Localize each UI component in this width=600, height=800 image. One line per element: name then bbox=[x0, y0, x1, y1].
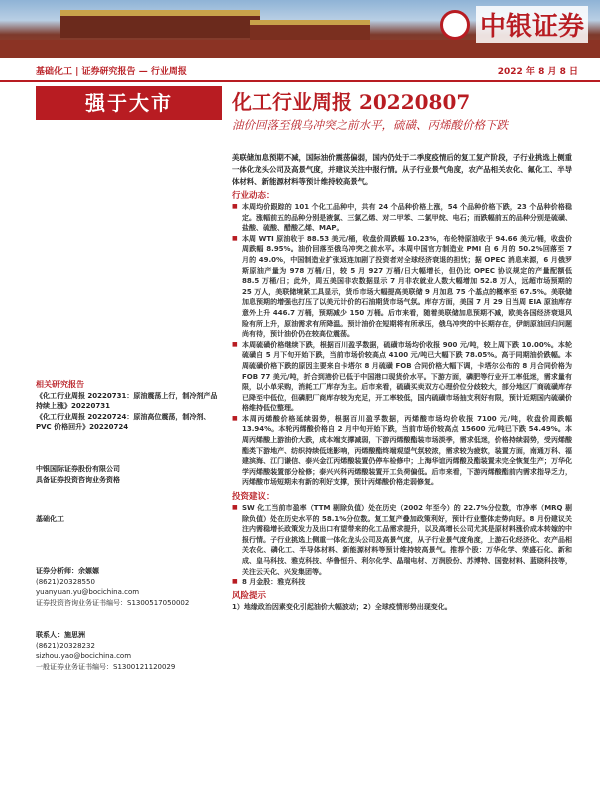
list-item: ■ SW 化工当前市盈率（TTM 剔除负值）处在历史（2002 年至今）的 22.7%分位数，市净率（MRQ 剔除负值）处在历史水平的 58.1%分位数。复工复产叠加政策利好，预计行业整体走势向好。8 月份建议关注内需稳增长政策发力及出口有望带来的化工品需求提升，以及高增长公司尤其是原材料涨价成本转嫁的中报行情。子行业挑选上侧重一体化龙头公司及高景气度，从子行业景气度角度，上游石化经济化、农产品相关农化、磷化工、半导体材料、新能源材料等预计维持较高景气。推荐个股：万华化学、荣盛石化、新和成、皇马科技、雅克科技、华鲁恒升、利尔化学、晶瑞电材、万润股份、苏博特、国瓷材料、蓝晓科技等，关注云天化、兴发集团等。 bbox=[232, 503, 572, 577]
coin-logo-icon bbox=[440, 10, 470, 40]
analyst-phone: (8621)20328232 bbox=[36, 641, 95, 650]
report-category: 基础化工 | 证券研究报告 — 行业周报 bbox=[36, 67, 187, 77]
list-item: ■ 本周丙烯酸价格延续弱势，根据百川盈孚数据，丙烯酸市场均价收报 7100 元/吨，收盘价周跌幅 13.94%。本轮丙烯酸价格自 2 月中旬开始下跌，当前市场价较高点 15600 元/吨已下跌 54.49%。本周丙烯酸上游油价大跌，成本端支撑减弱，下游丙烯酸酯装市场淡季，需求低迷，价格持续弱势，受丙烯酸酯类下游地产、纺织持续低迷影响，丙烯酸酯终端观望气氛较浓，需求较为疲软，装置方面，南通万科、福建滨海、江门谦信、泰兴金江丙烯酸装置仍停车检修中；上海华谊丙烯酸及酯装置未完全恢复生产；万华化学丙烯酸装置部分检修；泰兴兴科丙烯酸装置开工负荷偏低。后市来看，下游丙烯酸酯前内需求指导乏力，丙烯酸市场短期未有新的利好支撑，预计丙烯酸价格走弱修复。 bbox=[232, 414, 572, 488]
analyst-2 bbox=[36, 630, 222, 672]
report-date: 2022 年 8 月 8 日 bbox=[497, 67, 578, 77]
industry-list bbox=[232, 202, 572, 488]
analyst-phone: (8621)20328550 bbox=[36, 577, 95, 586]
brand-logo bbox=[440, 6, 588, 43]
sector-block bbox=[36, 514, 222, 525]
report-meta-bar bbox=[0, 58, 600, 82]
related-heading: 相关研究报告 bbox=[36, 380, 84, 389]
risk-heading: 风险提示 bbox=[232, 590, 267, 601]
related-list: 《化工行业周报 20220731：原油震荡上行，制冷剂产品持续上涨》20220731 《化工行业周报 20220724：原油高位震荡，制冷剂、PVC 价格回升》20220724 bbox=[36, 391, 218, 431]
institution-block bbox=[36, 464, 222, 485]
institution-name: 中银国际证券股份有限公司 具备证券投资咨询业务资格 bbox=[36, 465, 120, 484]
rating-block bbox=[36, 86, 222, 120]
risk-text: 1）地缘政治因素变化引起油价大幅波动；2）全球疫情形势出现变化。 bbox=[232, 602, 452, 611]
palace-roof-decoration bbox=[250, 20, 370, 41]
analyst-name: 证券分析师：余嫄嫄 bbox=[36, 567, 99, 575]
title-block bbox=[232, 86, 572, 133]
report-title: 化工行业周报 20220807 bbox=[232, 90, 471, 114]
main-column bbox=[232, 152, 572, 612]
list-item: ■ 8 月金股：雅克科技 bbox=[232, 577, 572, 588]
industry-heading: 行业动态： bbox=[232, 191, 275, 201]
list-item: ■ 本周 WTI 原油收于 88.53 美元/桶，收盘价周跌幅 10.23%，布伦特原油收于 94.66 美元/桶，收盘价周跌幅 8.95%。油价回落至俄乌冲突之前水平。本周中国官方制造业 PMI 自 6 月的 50.2%回落至 7 月的 49.0%，中国制造业扩张返连加剧了投资者对全球经济衰退的担忧；据 OPEC 消息来源，6 月俄罗斯原油产量为 978 万桶/日，较 5 月 927 万桶/日大幅增长，但仍比 OPEC 协议规定的产量配额低 88.5 万桶/日；此外，周五美国非农数据显示 7 月非农就业人数大幅增加 52.8 万人，远超市场预期的 25 万人，美联储境紧工具显示，货币市场大幅提高美联储 9 月加息 75 个基点的概率至 67.5%。美联储加息预期的增强也打压了以美元计价的石油期货市场气氛。库存方面，美国 7 月 29 日当周 EIA 原油库存意外上升 446.7 万桶，预期减少 150 万桶。后市来看，随着美联储加息预期不减，欧美各国经济衰退风险有所上升，原油需求有所降温。预计油价在短期将有所承压，俄乌冲突的中长期存在，伊朗原油回归问题尚有待，预计油价仍在较高位震荡。 bbox=[232, 234, 572, 340]
header-banner bbox=[0, 0, 600, 58]
analyst-email[interactable]: yuanyuan.yu@bocichina.com bbox=[36, 588, 140, 596]
list-item: ■ 本周硫磺价格继续下跌，根据百川盈孚数据，硫磺市场均价收报 900 元/吨，较上周下跌 10.00%。本轮硫磺自 5 月下旬开始下跌，当前市场价较高点 4100 元/吨已大幅下跌 78.05%。高于同期油价跌幅。本周硫磺价格下跌的原因主要来自卡塔尔 8 月硫磺 FOB 合同价格大幅下调，卡塔尔公布的 8 月合同价格为 FOB 77 美元/吨，折合到港价已低于中国港口现货价水平。下游方面，磷肥等行业开工率低迷，需求量有限，以小单采购，消耗工厂库存为主。后市来看，硫磺买卖双方心理价位分歧较大，部分地区厂商硫磺库存已降至中低位，但磷肥厂商库存较为充足，开工率较低，国内硫磺市场抽支利好有限，预计近期国内硫磺价格维持低位整理。 bbox=[232, 340, 572, 414]
rating-badge: 强于大市 bbox=[36, 86, 222, 120]
analyst-name: 联系人：施思洲 bbox=[36, 631, 85, 639]
sector-name: 基础化工 bbox=[36, 515, 64, 523]
analyst-cert: 一般证券业务证书编号：S1300121120029 bbox=[36, 662, 176, 671]
related-research bbox=[36, 380, 222, 433]
report-subtitle: 油价回落至俄乌冲突之前水平，硫磺、丙烯酸价格下跌 bbox=[232, 118, 508, 132]
analyst-cert: 证券投资咨询业务证书编号：S1300517050002 bbox=[36, 598, 190, 607]
list-item: ■ 本周均价跟踪的 101 个化工品种中，共有 24 个品种价格上涨，54 个品种价格下跌，23 个品种价格稳定。涨幅前五的品种分别是液氯、三氯乙烯、对二甲苯、二氯甲烷、电石；而跌幅前五的品种分别是硫磺、盐酸、硫酸、醋酸乙烯、MAP。 bbox=[232, 202, 572, 234]
analyst-email[interactable]: sizhou.yao@bocichina.com bbox=[36, 652, 132, 660]
analyst-1 bbox=[36, 566, 222, 608]
investment-list bbox=[232, 503, 572, 588]
summary-paragraph: 美联储加息预期不减，国际油价震荡偏弱，国内仍处于二季度疫情后的复工复产阶段，子行业挑选上侧重一体化龙头公司及高景气度，并建议关注中报行情。从子行业景气角度，农产品相关农化、氟化工、半导体材料、新能源材料等预计维持较高景气。 bbox=[232, 153, 572, 186]
brand-name: 中银证券 bbox=[476, 6, 588, 43]
palace-roof-decoration bbox=[60, 10, 260, 38]
investment-heading: 投资建议： bbox=[232, 492, 275, 503]
